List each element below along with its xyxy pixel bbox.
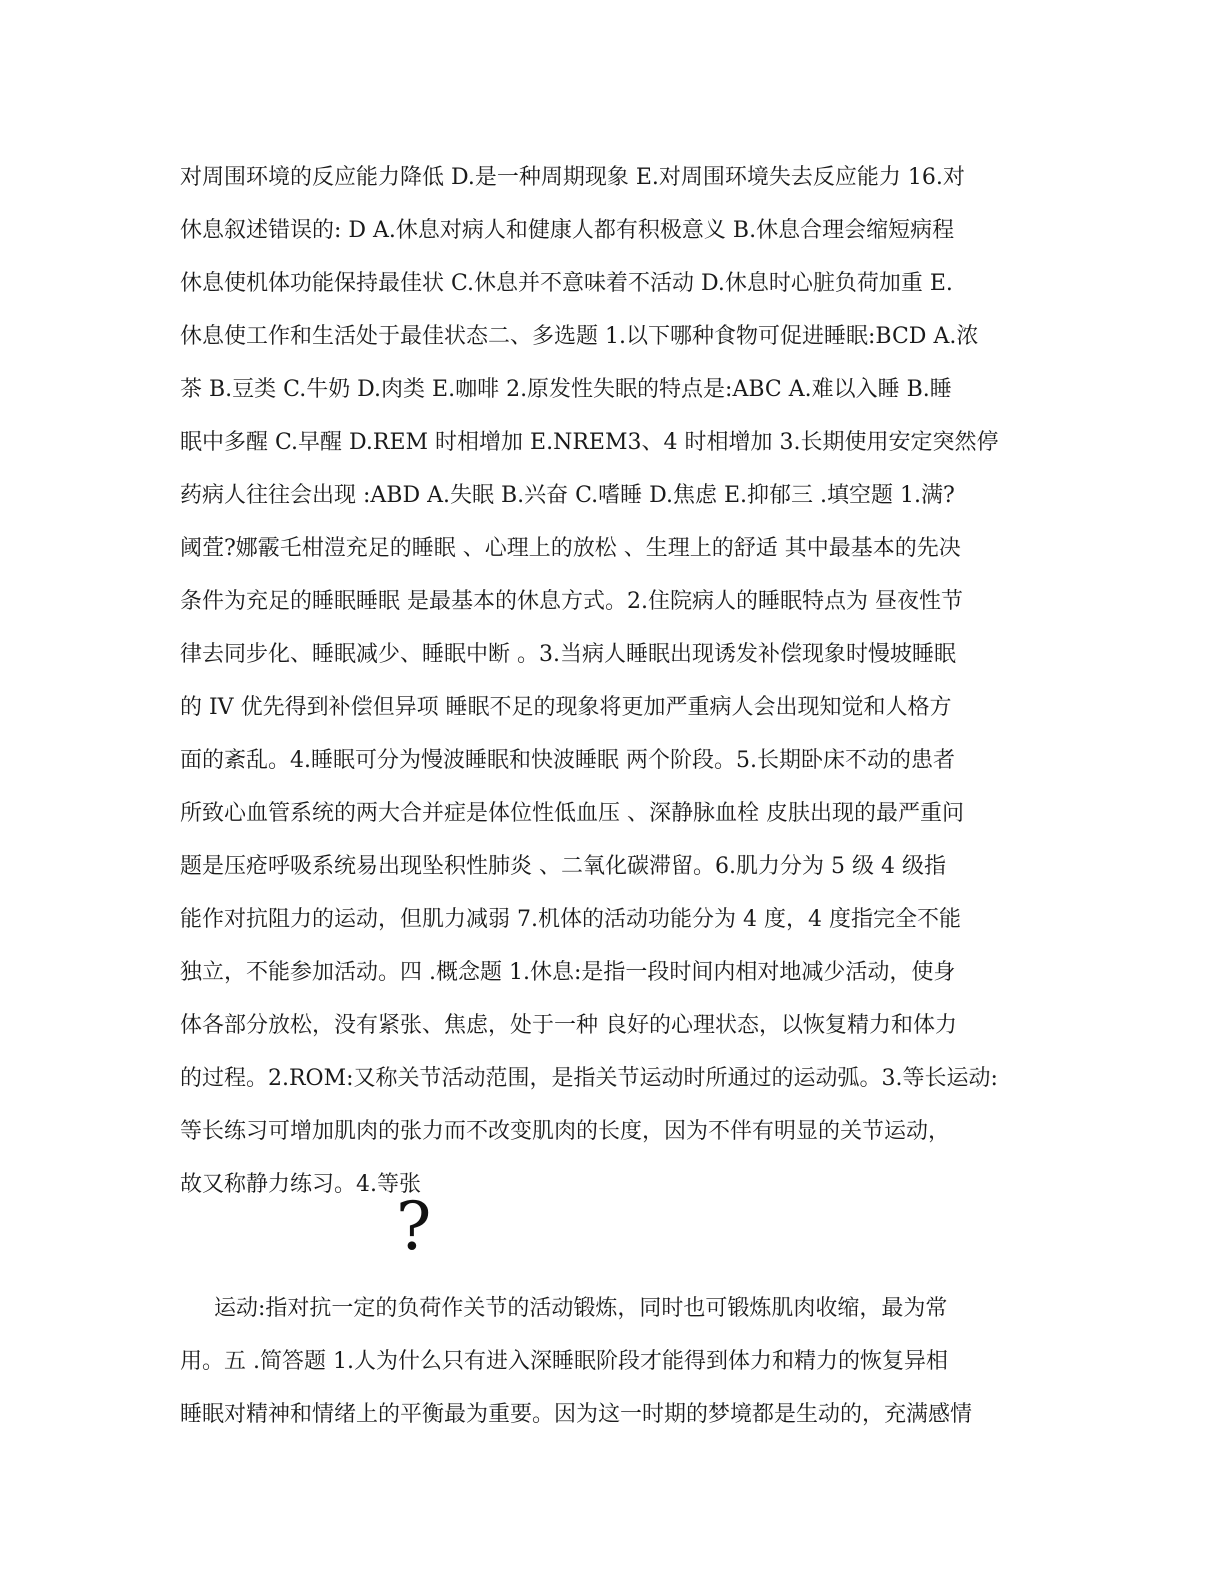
text-line: 题是压疮呼吸系统易出现坠积性肺炎 、二氧化碳滞留。6.肌力分为 5 级 4 级指 xyxy=(180,854,946,879)
text-line: 的 IV 优先得到补偿但异项 睡眠不足的现象将更加严重病人会出现知觉和人格方 xyxy=(180,695,952,720)
text-line: 所致心血管系统的两大合并症是体位性低血压 、深静脉血栓 皮肤出现的最严重问 xyxy=(180,801,964,826)
text-line: 能作对抗阻力的运动，但肌力减弱 7.机体的活动功能分为 4 度，4 度指完全不能 xyxy=(180,907,961,932)
text-line: 阈萓?娜霰乇柑溰充足的睡眠 、心理上的放松 、生理上的舒适 其中最基本的先决 xyxy=(180,536,961,561)
text-line: 独立，不能参加活动。四 .概念题 1.休息:是指一段时间内相对地减少活动，使身 xyxy=(180,960,956,985)
text-line: 休息使工作和生活处于最佳状态二、多选题 1.以下哪种食物可促进睡眠:BCD A.浓 xyxy=(180,324,979,349)
text-line: 睡眠对精神和情绪上的平衡最为重要。因为这一时期的梦境都是生动的，充满感情 xyxy=(180,1402,973,1427)
text-line: 运动:指对抗一定的负荷作关节的活动锻炼，同时也可锻炼肌肉收缩，最为常 xyxy=(214,1296,948,1321)
text-line: 对周围环境的反应能力降低 D.是一种周期现象 E.对周围环境失去反应能力 16.对 xyxy=(180,165,965,190)
text-line: 等长练习可增加肌肉的张力而不改变肌肉的长度，因为不伴有明显的关节运动， xyxy=(180,1119,951,1144)
text-line: 故又称静力练习。4.等张 xyxy=(180,1172,421,1197)
text-line: 体各部分放松，没有紧张、焦虑，处于一种 良好的心理状态，以恢复精力和体力 xyxy=(180,1013,957,1038)
text-line: 茶 B.豆类 C.牛奶 D.肉类 E.咖啡 2.原发性失眠的特点是:ABC A.难以入睡 B.睡 xyxy=(180,377,952,402)
text-line: 律去同步化、睡眠减少、睡眠中断 。3.当病人睡眠出现诱发补偿现象时慢坡睡眠 xyxy=(180,642,956,667)
text-line: 条件为充足的睡眠睡眠 是最基本的休息方式。2.住院病人的睡眠特点为 昼夜性节 xyxy=(180,589,963,614)
text-line: 面的紊乱。4.睡眠可分为慢波睡眠和快波睡眠 两个阶段。5.长期卧床不动的患者 xyxy=(180,748,955,773)
text-line: 眠中多醒 C.早醒 D.REM 时相增加 E.NREM3、4 时相增加 3.长期使用安定突然停 xyxy=(180,430,999,455)
text-line: 用。五 .简答题 1.人为什么只有进入深睡眠阶段才能得到体力和精力的恢复异相 xyxy=(180,1349,948,1374)
question-mark-glyph: ? xyxy=(396,1188,432,1265)
text-line: 休息叙述错误的: D A.休息对病人和健康人都有积极意义 B.休息合理会缩短病程 xyxy=(180,218,955,243)
text-line: 的过程。2.ROM:又称关节活动范围，是指关节运动时所通过的运动弧。3.等长运动: xyxy=(180,1066,998,1091)
text-line: 药病人往往会出现 :ABD A.失眠 B.兴奋 C.嗜睡 D.焦虑 E.抑郁三 .填空题 1.满? xyxy=(180,483,955,508)
text-line: 休息使机体功能保持最佳状 C.休息并不意味着不活动 D.休息时心脏负荷加重 E. xyxy=(180,271,953,296)
